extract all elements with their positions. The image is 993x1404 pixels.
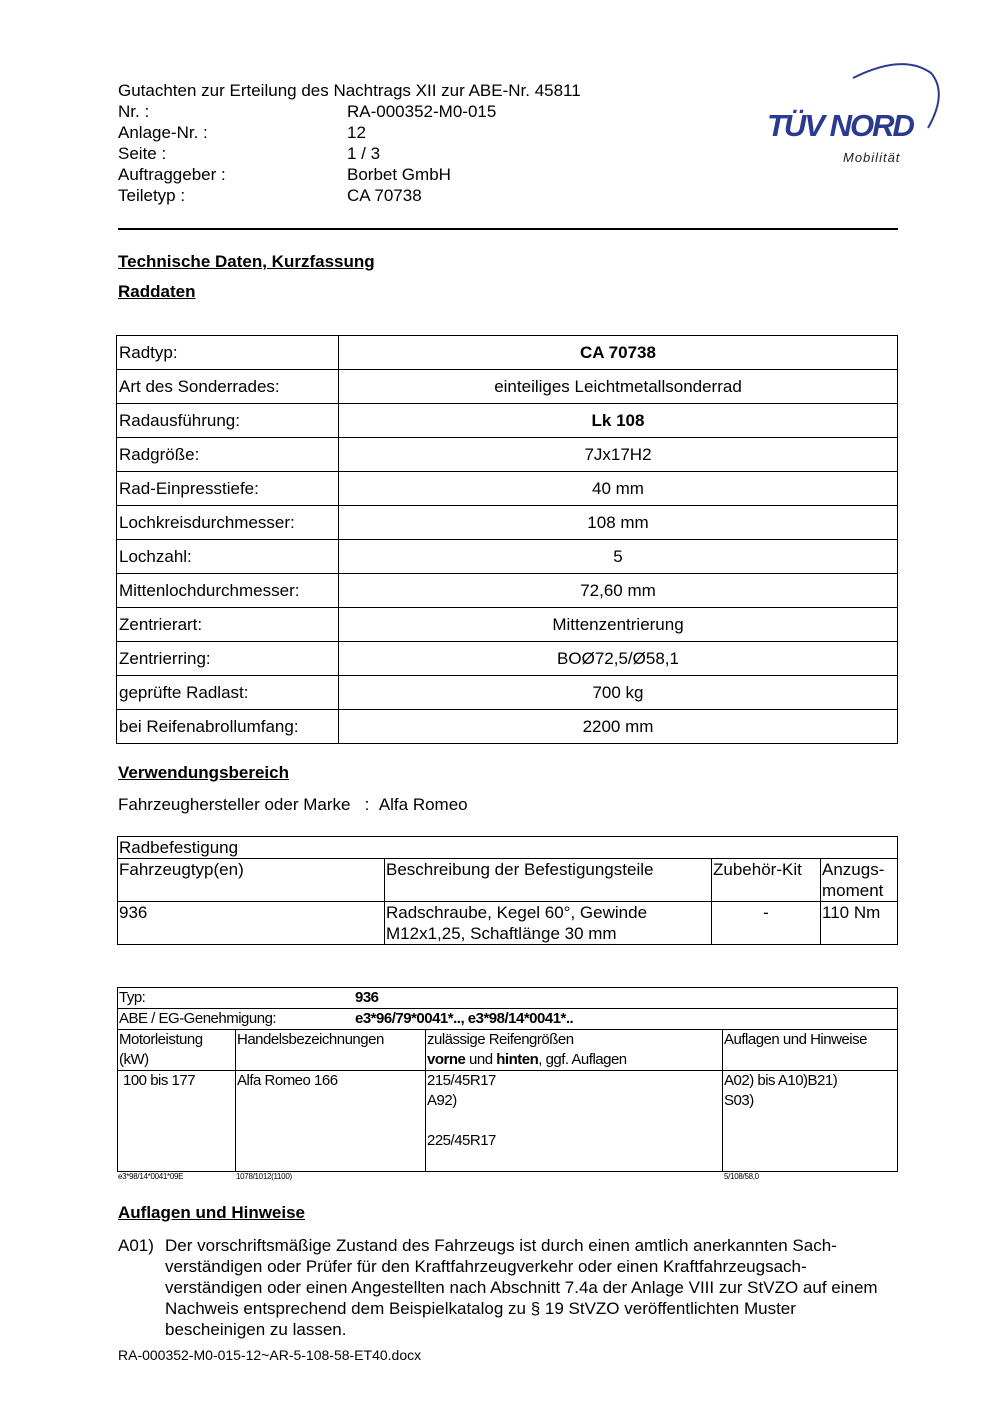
table-row: geprüfte Radlast: 700 kg [117, 676, 898, 710]
table-row: Art des Sonderrades: einteiliges Leichtmetallsonderrad [117, 370, 898, 404]
table-row: Radbefestigung [118, 837, 898, 859]
tuv-nord-logo [763, 58, 943, 170]
table-row: Fahrzeugtyp(en) Beschreibung der Befestigungsteile Zubehör-Kit Anzugs-moment [118, 859, 898, 902]
table-row: Radausführung: Lk 108 [117, 404, 898, 438]
table-row: Radgröße: 7Jx17H2 [117, 438, 898, 472]
note-a01: A01) Der vorschriftsmäßige Zustand des Fahrzeugs ist durch einen amtlich anerkannten Sach-verständigen oder Prüfer für den Kraftfahrzeugverkehr oder einen Kraftfahrzeugsach-verständigen oder einen Angestellten nach Abschnitt 7.4a der Anlage VIII zur StVZO auf einem Nachweis entsprechend dem Beispielkatalog zu § 19 StVZO veröffentlichten Muster bescheinigen zu lassen. [118, 1236, 878, 1339]
code-label: 1078/1012(1100) [236, 1172, 292, 1181]
code-label: 5/108/58,0 [724, 1172, 759, 1181]
table-row: Lochkreisdurchmesser: 108 mm [117, 506, 898, 540]
table-row: Mittenlochdurchmesser: 72,60 mm [117, 574, 898, 608]
vehicle-table [117, 987, 898, 1172]
table-row: Typ: 936 [118, 988, 898, 1009]
header-row: Nr. : RA-000352-M0-015 [118, 102, 497, 121]
header-divider [118, 228, 898, 230]
header-title: Gutachten zur Erteilung des Nachtrags XII zur ABE-Nr. 45811 [118, 81, 581, 100]
table-row: Motorleistung (kW) Handelsbezeichnungen zulässige Reifengrößen vorne und hinten, ggf. Auflagen Auflagen und Hinweise [118, 1030, 898, 1071]
table-row: 936 Radschraube, Kegel 60°, Gewinde M12x1,25, Schaftlänge 30 mm - 110 Nm [118, 902, 898, 945]
table-row: ABE / EG-Genehmigung: e3*96/79*0041*.., e3*98/14*0041*.. [118, 1009, 898, 1030]
table-row: 100 bis 177 Alfa Romeo 166 215/45R17 A92) 225/45R17 A02) bis A10)B21) S03) [118, 1071, 898, 1172]
logo-subtitle: Mobilität [843, 150, 901, 165]
table-row: bei Reifenabrollumfang: 2200 mm [117, 710, 898, 744]
header-row: Auftraggeber : Borbet GmbH [118, 165, 451, 184]
section-title-tech: Technische Daten, Kurzfassung [118, 252, 375, 271]
manufacturer-line: Fahrzeughersteller oder Marke : Alfa Romeo [118, 795, 468, 814]
table-row: Zentrierring: BOØ72,5/Ø58,1 [117, 642, 898, 676]
fastening-table [117, 836, 898, 945]
table-row: Zentrierart: Mittenzentrierung [117, 608, 898, 642]
table-row: Radtyp: CA 70738 [117, 336, 898, 370]
wheel-data-table [116, 335, 898, 744]
section-title-raddaten: Raddaten [118, 282, 196, 301]
header-row: Seite : 1 / 3 [118, 144, 381, 163]
footer-filename: RA-000352-M0-015-12~AR-5-108-58-ET40.docx [118, 1347, 422, 1363]
section-title-auflagen: Auflagen und Hinweise [118, 1203, 306, 1222]
header-row: Anlage-Nr. : 12 [118, 123, 366, 142]
table-row: Rad-Einpresstiefe: 40 mm [117, 472, 898, 506]
code-label: e3*98/14*0041*09E [118, 1172, 184, 1181]
header-row: Teiletyp : CA 70738 [118, 186, 422, 205]
logo-wordmark: TÜV NORD [767, 108, 913, 143]
section-title-verwendung: Verwendungsbereich [118, 763, 289, 782]
table-row: Lochzahl: 5 [117, 540, 898, 574]
document-header [118, 80, 581, 206]
